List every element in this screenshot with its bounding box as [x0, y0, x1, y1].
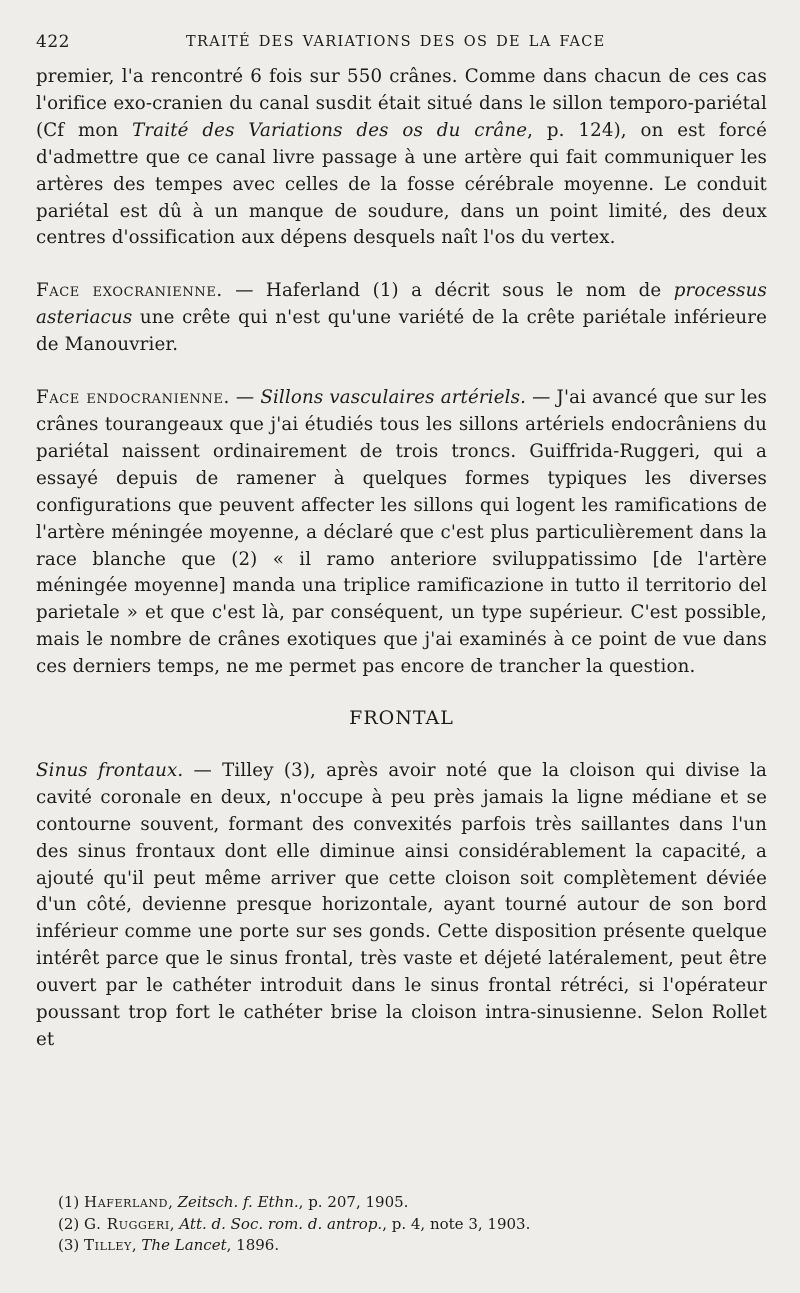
footnote-number: (1): [58, 1193, 85, 1211]
footnotes: [58, 1192, 758, 1257]
p4-text: — Tilley (3), après avoir noté que la cloison qui divise la cavité coronale en deux, n'occupe à peu près jamais la ligne médiane et se contourne souvent, formant des convexités parfois très saillantes dans l'un des sinus frontaux dont elle diminue ainsi considérablement la capacité, a ajouté qu'il peut même arriver que cette cloison soit complètement déviée d'un côté, devienne presque horizontale, ayant tourné autour de son bord inférieur comme une porte sur ses gonds. Cette disposition présente quelque intérêt parce que le sinus frontal, très vaste et déjeté latéralement, peut être ouvert par le cathéter introduit dans le sinus frontal rétréci, si l'opérateur poussant trop fort le cathéter brise la cloison intra-sinusienne. Selon Rollet et: [36, 759, 768, 1050]
footnote-details: , p. 207, 1905.: [298, 1193, 409, 1211]
footnote-source: The Lancet: [141, 1236, 227, 1254]
footnote-author: Haferland: [84, 1193, 169, 1211]
p3-text-a: —: [229, 387, 261, 409]
footnote: [58, 1235, 758, 1257]
footnote-number: (2): [58, 1214, 85, 1233]
footnote-separator: ,: [131, 1236, 142, 1254]
footnote-separator: ,: [168, 1193, 178, 1211]
footnote-details: , p. 4, note 3, 1903.: [382, 1214, 531, 1233]
p1-cited-work: Traité des Variations des os du crâne: [132, 119, 528, 141]
p1-text-b: , p. 124), on est forcé d'admettre que ce canal livre passage à une artère qui fait communiquer les artères des tempes avec celles de la fosse cérébrale moyenne. Le conduit pariétal est dû à un manque de soudure, dans un point limité, des deux centres d'ossification aux dépens desquels naît l'os du vertex.: [36, 119, 767, 249]
footnote-source: Att. d. Soc. rom. d. antrop.: [179, 1214, 383, 1233]
p2-term: processus asteriacus: [36, 280, 768, 329]
p3-subheading: Sillons vasculaires artériels.: [260, 387, 527, 409]
section-title: FRONTAL: [349, 707, 454, 730]
p1-text-a: premier, l'a rencontré 6 fois sur 550 crânes. Comme dans chacun de ces cas l'orifice exo-cranien du canal susdit était situé dans le sillon temporo-pariétal (Cf mon: [36, 66, 767, 141]
p2-heading: Face exocranienne.: [36, 280, 223, 302]
page-header: [36, 32, 764, 56]
page-number: 422: [36, 32, 70, 52]
paragraph-sinus-frontaux: [36, 758, 767, 1054]
p4-subheading: Sinus frontaux.: [36, 759, 184, 781]
p2-text-a: — Haferland (1) a décrit sous le nom de: [222, 280, 674, 302]
p3-text-b: — J'ai avancé que sur les crânes tourangeaux que j'ai étudiés tous les sillons artériels endocrâniens du pariétal naissent ordinairement de trois troncs. Guiffrida-Ruggeri, qui a essayé depuis de ramener à quelques formes typiques les diverses configurations que peuvent affecter les sillons qui logent les ramifications de l'artère méningée moyenne, a déclaré que c'est plus particulièrement dans la race blanche que (2) « il ramo anteriore sviluppatissimo [de l'artère méningée moyenne] manda una triplice ramificazione in tutto il territorio del parietale » et que c'est là, par conséquent, un type supérieur. C'est possible, mais le nombre de crânes exotiques que j'ai examinés à ce point de vue dans ces derniers temps, ne me permet pas encore de trancher la question.: [36, 387, 767, 678]
paragraph-face-exocranienne: [36, 278, 767, 359]
p2-text-b: une crête qui n'est qu'une variété de la crête pariétale inférieure de Manouvrier.: [36, 307, 767, 356]
paragraph-face-endocranienne: [36, 385, 767, 681]
footnote: [58, 1214, 758, 1236]
footnote-source: Zeitsch. f. Ethn.: [177, 1193, 299, 1211]
footnote: [58, 1192, 758, 1214]
running-title: TRAITÉ DES VARIATIONS DES OS DE LA FACE: [186, 34, 606, 50]
footnote-number: (3): [58, 1236, 85, 1254]
footnote-author: G. Ruggeri: [84, 1214, 170, 1233]
page-body: [36, 64, 767, 1054]
footnote-details: , 1896.: [226, 1236, 280, 1254]
footnote-separator: ,: [169, 1214, 180, 1233]
paragraph-parietal-canal: [36, 64, 767, 252]
footnote-author: Tilley: [84, 1236, 132, 1254]
p3-heading: Face endocranienne.: [36, 387, 230, 409]
